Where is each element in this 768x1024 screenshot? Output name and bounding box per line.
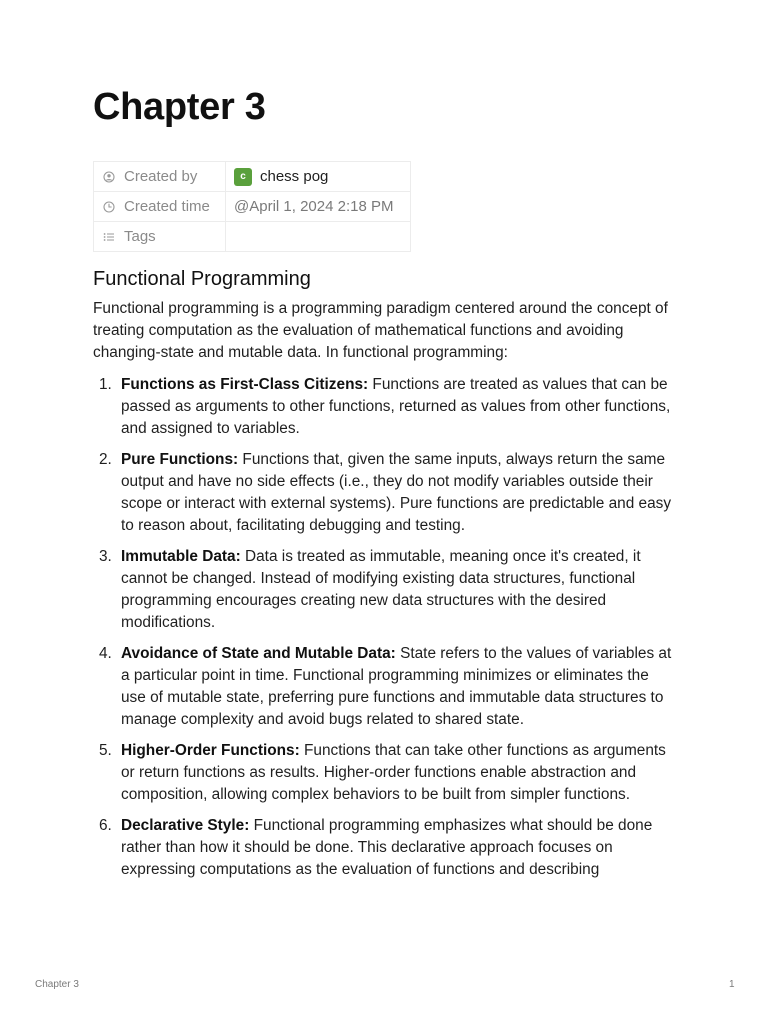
property-name-cell bbox=[94, 162, 226, 192]
numbered-list bbox=[93, 374, 675, 890]
created-time-value[interactable]: @April 1, 2024 2:18 PM bbox=[234, 198, 394, 215]
property-value-cell[interactable] bbox=[226, 162, 411, 192]
footer-title: Chapter 3 bbox=[35, 979, 79, 990]
properties-table bbox=[93, 161, 411, 252]
list-item bbox=[93, 643, 675, 731]
property-row-created-by bbox=[94, 162, 411, 192]
property-label: Tags bbox=[124, 228, 156, 245]
footer-page-number: 1 bbox=[729, 979, 735, 990]
list-text: Functions are treated as values that can be passed as arguments to other functions, returned as values from other functions, and assigned to variables. bbox=[121, 376, 671, 437]
list-item bbox=[93, 546, 675, 634]
section-heading: Functional Programming bbox=[93, 268, 311, 290]
property-label: Created time bbox=[124, 198, 210, 215]
creator-name[interactable]: chess pog bbox=[260, 168, 329, 185]
list-number: 2. bbox=[99, 451, 112, 468]
property-name-cell bbox=[94, 222, 226, 252]
property-value-cell[interactable] bbox=[226, 222, 411, 252]
intro-paragraph: Functional programming is a programming paradigm centered around the concept of treating computation as the evaluation of mathematical functions and avoiding changing-state and mutable data. In functional programming: bbox=[93, 300, 668, 361]
list-text: State refers to the values of variables at a particular point in time. Functional programming minimizes or eliminates the use of mutable state, preferring pure functions and immutable data structures to manage complexity and avoid bugs related to shared state. bbox=[121, 645, 672, 728]
list-term: Higher-Order Functions: bbox=[121, 742, 300, 759]
list-text: Data is treated as immutable, meaning once it's created, it cannot be changed. Instead of modifying existing data structures, functional programming encourages creating new data structures with the desired modifications. bbox=[121, 548, 641, 631]
property-row-created-time bbox=[94, 192, 411, 222]
list-item bbox=[93, 449, 675, 537]
page-title: Chapter 3 bbox=[93, 86, 266, 128]
avatar: c bbox=[234, 168, 252, 186]
list-item bbox=[93, 374, 675, 440]
list-number: 1. bbox=[99, 376, 112, 393]
property-name-cell bbox=[94, 192, 226, 222]
list-term: Pure Functions: bbox=[121, 451, 239, 468]
list-term: Avoidance of State and Mutable Data: bbox=[121, 645, 396, 662]
user-circle-icon bbox=[102, 170, 116, 184]
list-term: Declarative Style: bbox=[121, 817, 250, 834]
property-label: Created by bbox=[124, 168, 198, 185]
list-item bbox=[93, 815, 675, 881]
list-text: Functions that can take other functions as arguments or return functions as results. Higher-order functions enable abstraction and composition, allowing complex behaviors to be built from simpler functions. bbox=[121, 742, 666, 803]
list-number: 6. bbox=[99, 817, 112, 834]
list-number: 3. bbox=[99, 548, 112, 565]
property-value-cell[interactable] bbox=[226, 192, 411, 222]
list-number: 5. bbox=[99, 742, 112, 759]
list-text: Functional programming emphasizes what should be done rather than how it should be done. This declarative approach focuses on expressing computations as the evaluation of functions and describing bbox=[121, 817, 653, 878]
property-row-tags bbox=[94, 222, 411, 252]
list-number: 4. bbox=[99, 645, 112, 662]
list-text: Functions that, given the same inputs, always return the same output and have no side effects (i.e., they do not modify variables outside their scope or interact with external systems). Pure functions are predictable and easy to reason about, facilitating debugging and testing. bbox=[121, 451, 672, 534]
list-term: Immutable Data: bbox=[121, 548, 241, 565]
list-icon bbox=[102, 230, 116, 244]
clock-icon bbox=[102, 200, 116, 214]
list-item bbox=[93, 740, 675, 806]
list-term: Functions as First-Class Citizens: bbox=[121, 376, 369, 393]
